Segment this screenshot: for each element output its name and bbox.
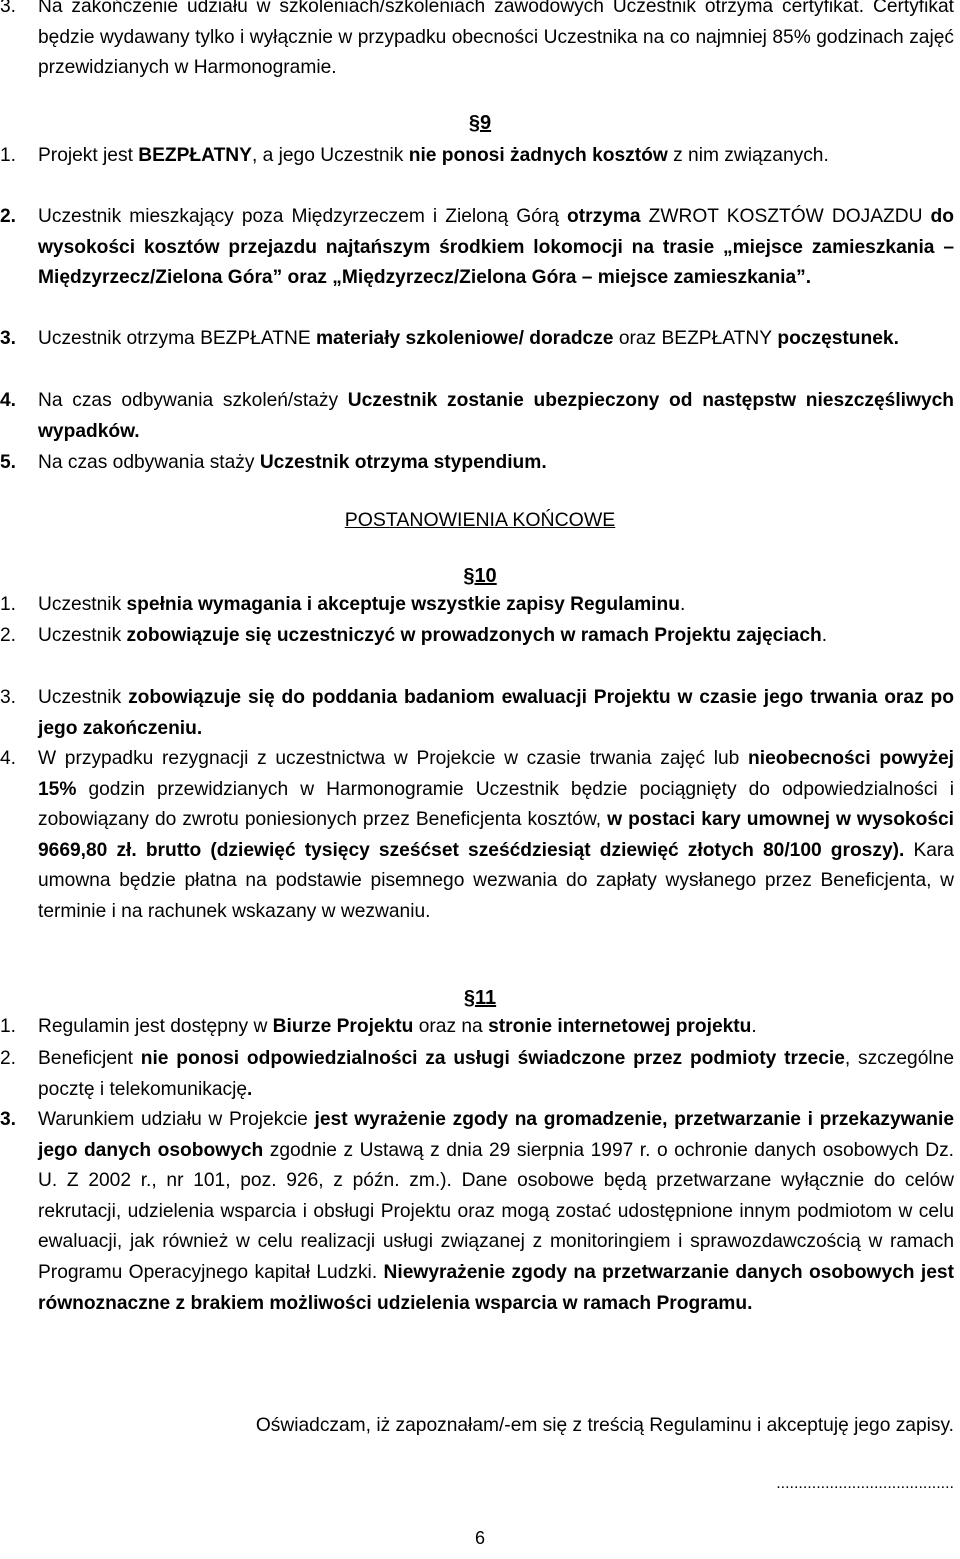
point-text: Na zakończenie udziału w szkoleniach/szkoleniach zawodowych Uczestnik otrzyma certyfikat. Certyfikat będzie wydawany tylko i wyłącznie w przypadku obecności Uczestnika na co najmniej 85% godzinach zajęć przewidzianych w Harmonogramie. (38, 0, 954, 79)
sec11-point2: 2. Beneficjent nie ponosi odpowiedzialności za usługi świadczone przez podmioty trzecie, szczególne pocztę i telekomunikację. (0, 1048, 954, 1100)
section-heading-10: §10 (463, 565, 497, 587)
signature-line: ........................................ (776, 1475, 954, 1492)
sec11-point1: 1. Regulamin jest dostępny w Biurze Projektu oraz na stronie internetowej projektu. (0, 1016, 757, 1037)
sec9-point1: 1. Projekt jest BEZPŁATNY, a jego Uczestnik nie ponosi żadnych kosztów z nim związanych. (0, 145, 829, 166)
final-provisions-title: POSTANOWIENIA KOŃCOWE (344, 509, 616, 531)
section-heading-11: §11 (463, 987, 497, 1009)
sec10-point2: 2. Uczestnik zobowiązuje się uczestniczyć w prowadzonych w ramach Projektu zajęciach. (0, 625, 828, 646)
section-heading-9: §9 (468, 112, 492, 134)
point-number: 3. (0, 0, 17, 17)
page-number: 6 (474, 1528, 485, 1548)
declaration-text: Oświadczam, iż zapoznałam/-em się z treścią Regulaminu i akceptuję jego zapisy. (255, 1415, 954, 1436)
sec9-point5: 5. Na czas odbywania staży Uczestnik otrzyma stypendium. (0, 452, 547, 473)
sec11-point3: 3. Warunkiem udziału w Projekcie jest wyrażenie zgody na gromadzenie, przetwarzanie i przekazywanie jego danych osobowych zgodnie z Ustawą z dnia 29 sierpnia 1997 r. o ochronie danych osobowych Dz. U. Z 2002 r., nr 101, poz. 926, z późn. zm.). Dane osobowe będą przetwarzane wyłącznie do celów rekrutacji, udzielenia wsparcia i obsługi Projektu oraz mogą zostać udostępnione innym podmiotom w celu ewaluacji, jak również w celu realizacji usługi związanej z monitoringiem i sprawozdawczością w ramach Programu Operacyjnego kapitał Ludzki. Niewyrażenie zgody na przetwarzanie danych osobowych jest równoznaczne z brakiem możliwości udzielenia wsparcia w ramach Programu. (0, 1109, 955, 1314)
sec10-point3: 3. Uczestnik zobowiązuje się do poddania badaniom ewaluacji Projektu w czasie jego trwania oraz po jego zakończeniu. (0, 687, 954, 739)
sec10-point1: 1. Uczestnik spełnia wymagania i akceptuje wszystkie zapisy Regulaminu. (0, 594, 686, 615)
sec8-point3 (0, 0, 960, 84)
sec10-point4: 4. W przypadku rezygnacji z uczestnictwa w Projekcie w czasie trwania zajęć lub nieobecności powyżej 15% godzin przewidzianych w Harmonogramie Uczestnik będzie pociągnięty do odpowiedzialności i zobowiązany do zwrotu poniesionych przez Beneficjenta kosztów, w postaci kary umownej w wysokości 9669,80 zł. brutto (dziewięć tysięcy sześćset sześćdziesiąt dziewięć złotych 80/100 groszy). Kara umowna będzie płatna na podstawie pisemnego wezwania do zapłaty wysłanego przez Beneficjenta, w terminie i na rachunek wskazany w wezwaniu. (0, 748, 954, 922)
sec9-point2: 2. Uczestnik mieszkający poza Międzyrzeczem i Zieloną Górą otrzyma ZWROT KOSZTÓW DOJAZDU do wysokości kosztów przejazdu najtańszym środkiem lokomocji na trasie „miejsce zamieszkania – Międzyrzecz/Zielona Góra” oraz „Międzyrzecz/Zielona Góra – miejsce zamieszkania”. (0, 206, 954, 289)
sec9-point4: 4. Na czas odbywania szkoleń/staży Uczestnik zostanie ubezpieczony od następstw nieszczęśliwych wypadków. (0, 390, 955, 442)
sec9-point3: 3. Uczestnik otrzyma BEZPŁATNE materiały szkoleniowe/ doradcze oraz BEZPŁATNY poczęstunek. (0, 328, 899, 349)
